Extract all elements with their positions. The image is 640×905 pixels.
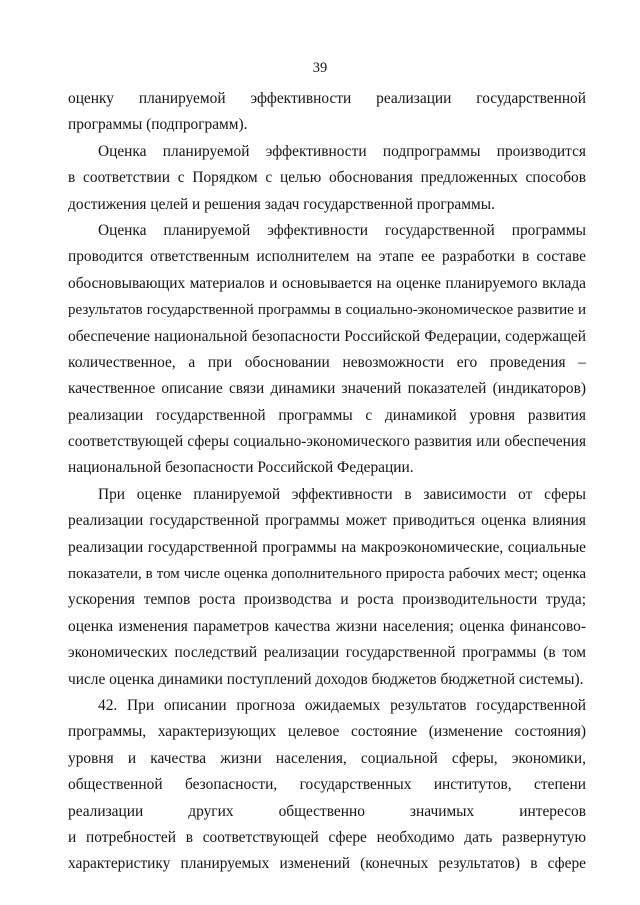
text-line: Оценка планируемой эффективности подпрограммы производится [98, 142, 586, 160]
text-line: При оценке планируемой эффективности в зависимости от сферы [98, 485, 586, 503]
text-line: в соответствии с Порядком с целью обоснования предложенных способов [68, 169, 586, 187]
text-line: Оценка планируемой эффективности государственной программы [98, 221, 586, 239]
page-number: 39 [312, 60, 328, 76]
text-line: уровня и качества жизни населения, социальной сферы, экономики, [68, 749, 586, 767]
text-line: ускорения темпов роста производства и роста производительности труда; [68, 591, 586, 609]
text-line: программы, характеризующих целевое состояние (изменение состояния) [68, 723, 586, 741]
text-line: реализации государственной программы с динамикой уровня развития [68, 406, 586, 424]
text-line: показатели, в том числе оценка дополнительного прироста рабочих мест; оценка [68, 566, 586, 583]
text-line: 42. При описании прогноза ожидаемых результатов государственной [98, 696, 586, 714]
text-line: общественной безопасности, государственных институтов, степени [68, 776, 586, 794]
text-line: качественное описание связи динамики значений показателей (индикаторов) [68, 380, 586, 398]
text-line: оценку планируемой эффективности реализации государственной [68, 90, 586, 107]
text-line: реализации государственной программы на макроэкономические, социальные [68, 538, 586, 556]
text-line: оценка изменения параметров качества жизни населения; оценка финансово- [68, 617, 586, 635]
text-line: реализации государственной программы может приводиться оценка влияния [68, 512, 586, 530]
text-line: реализации других общественно значимых интересов [68, 802, 586, 820]
text-line: результатов государственной программы в социально-экономическое развитие и [68, 302, 586, 319]
text-line: количественное, а при обосновании невозможности его проведения – [68, 353, 586, 371]
paragraph [68, 139, 586, 218]
paragraph [68, 218, 586, 482]
text-line: обеспечение национальной безопасности Российской Федерации, содержащей [68, 327, 586, 345]
text-line: соответствующей сферы социально-экономического развития или обеспечения [68, 433, 586, 451]
text-line: обосновывающих материалов и основывается на оценке планируемого вклада [68, 274, 586, 292]
text-line: числе оценка динамики поступлений доходов бюджетов бюджетной системы). [68, 670, 584, 688]
text-line: программы (подпрограмм). [68, 116, 248, 134]
document-body [68, 86, 586, 878]
text-line: и потребностей в соответствующей сфере необходимо дать развернутую [68, 828, 586, 846]
paragraph [68, 482, 586, 693]
paragraph [68, 86, 586, 139]
text-line: национальной безопасности Российской Федерации. [68, 459, 414, 477]
paragraph [68, 693, 586, 878]
text-line: характеристику планируемых изменений (конечных результатов) в сфере [68, 855, 586, 873]
text-line: экономических последствий реализации государственной программы (в том [68, 644, 586, 662]
text-line: достижения целей и решения задач государственной программы. [68, 195, 495, 213]
text-line: проводится ответственным исполнителем на этапе ее разработки в составе [68, 248, 586, 266]
